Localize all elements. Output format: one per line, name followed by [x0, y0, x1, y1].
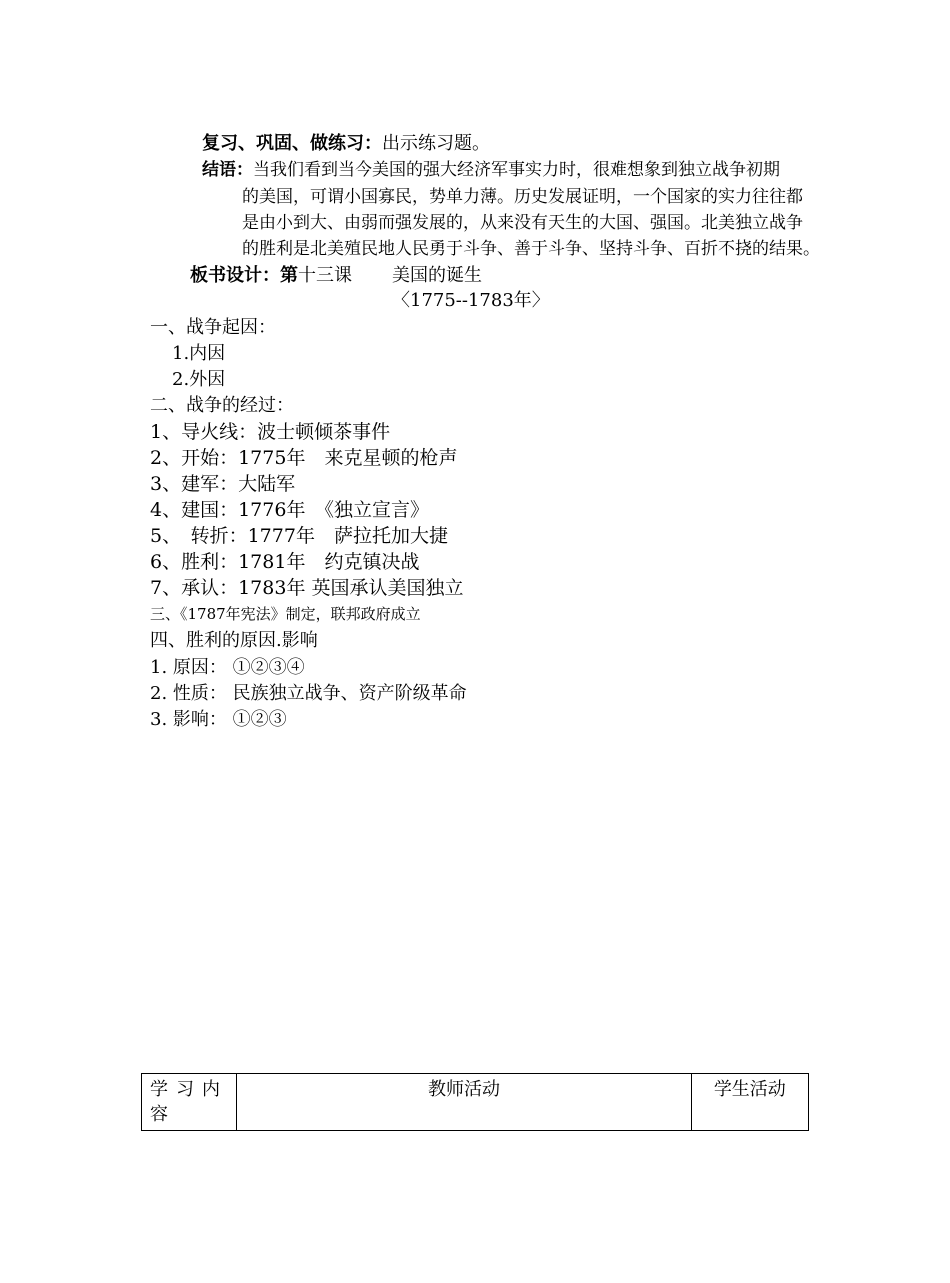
section-4-item-1: 1. 原因： ①②③④	[150, 657, 305, 678]
conclusion-line-4: 的胜利是北美殖民地人民勇于斗争、善于斗争、坚持斗争、百折不挠的结果。	[242, 239, 820, 259]
section-1-title: 一、战争起因：	[150, 317, 276, 338]
board-label: 板书设计：	[190, 265, 280, 286]
section-2-item-1: 1、导火线：波士顿倾茶事件	[150, 421, 391, 443]
section-2-item-4: 4、建国：1776年 《独立宣言》	[150, 499, 429, 521]
section-2-item-6: 6、胜利：1781年 约克镇决战	[150, 551, 420, 573]
section-2-item-3: 3、建军：大陆军	[150, 473, 296, 495]
table-header-student: 学生活动	[691, 1074, 808, 1131]
section-2-item-2: 2、开始：1775年 来克星顿的枪声	[150, 447, 458, 469]
conclusion-label: 结语：	[202, 160, 253, 180]
board-lesson-number: 十三课	[298, 265, 352, 286]
section-4-title: 四、胜利的原因.影响	[150, 630, 318, 651]
table-header-content: 学习内容	[142, 1074, 237, 1131]
section-1-item-1: 1.内因	[172, 343, 226, 364]
section-2-item-5: 5、 转折：1777年 萨拉托加大捷	[150, 525, 448, 547]
review-text: 出示练习题。	[382, 133, 490, 154]
board-lesson-title: 美国的诞生	[392, 265, 482, 286]
section-4-item-2: 2. 性质： 民族独立战争、资产阶级革命	[150, 683, 467, 704]
board-heading	[190, 267, 482, 285]
conclusion-line-2: 的美国，可谓小国寡民，势单力薄。历史发展证明，一个国家的实力往往都	[242, 187, 803, 207]
board-years: 〈1775--1783年〉	[392, 290, 550, 311]
section-2-title: 二、战争的经过：	[150, 395, 294, 416]
section-2-item-7: 7、承认：1783年 英国承认美国独立	[150, 577, 464, 599]
conclusion-line-1	[202, 162, 780, 179]
review-label: 复习、巩固、做练习：	[202, 133, 382, 154]
review-line	[202, 135, 490, 153]
section-3-title: 三、《1787年宪法》制定，联邦政府成立	[150, 605, 421, 623]
conclusion-text-1: 当我们看到当今美国的强大经济军事实力时，很难想象到独立战争初期	[253, 160, 780, 180]
table-header-teacher: 教师活动	[237, 1074, 691, 1131]
conclusion-line-3: 是由小到大、由弱而强发展的，从来没有天生的大国、强国。北美独立战争	[242, 213, 803, 233]
lesson-plan-table	[141, 1073, 809, 1131]
board-lesson-prefix: 第	[280, 265, 298, 286]
section-4-item-3: 3. 影响： ①②③	[150, 709, 287, 730]
table-header-row	[142, 1074, 809, 1131]
section-1-item-2: 2.外因	[172, 369, 226, 390]
